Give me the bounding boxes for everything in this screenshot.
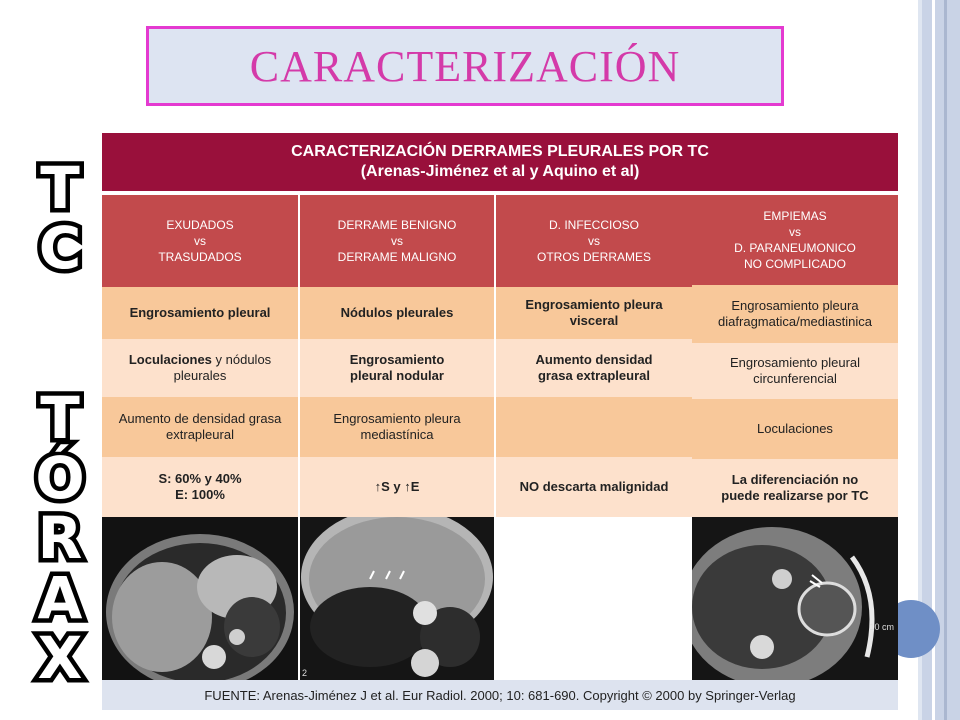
cell-infeccioso-r1: Engrosamiento pleura visceral: [496, 287, 692, 339]
col-head-benigno: DERRAME BENIGNO vs DERRAME MALIGNO: [300, 195, 494, 287]
cell-exudados-r2: Loculaciones y nódulos pleurales: [102, 339, 298, 397]
table-header-source: (Arenas-Jiménez et al y Aquino et al): [360, 163, 640, 180]
cell-infeccioso-r3: [496, 397, 692, 457]
ct-image-scale: 10 cm: [869, 622, 894, 632]
ct-image-mark: 2: [302, 668, 308, 678]
col-head-exudados: EXUDADOS vs TRASUDADOS: [102, 195, 298, 287]
cell-benigno-r3: Engrosamiento pleura mediastínica: [300, 397, 494, 457]
cell-infeccioso-blank: [496, 517, 692, 680]
side-letter: Ó: [35, 444, 85, 512]
cell-benigno-r1: Nódulos pleurales: [300, 287, 494, 339]
col-head-infeccioso: D. INFECCIOSO vs OTROS DERRAMES: [496, 195, 692, 287]
cell-exudados-r3: Aumento de densidad grasa extrapleural: [102, 397, 298, 457]
side-letter: X: [37, 624, 83, 692]
cell-exudados-r1: Engrosamiento pleural: [102, 287, 298, 339]
ct-image-effusion: [102, 517, 298, 680]
cell-empiemas-r2: Engrosamiento pleural circunferencial: [692, 343, 898, 399]
side-letter: C: [38, 214, 82, 282]
ct-image-empyema: [692, 517, 898, 680]
cell-empiemas-r4: La diferenciación no puede realizarse por TC: [692, 459, 898, 517]
cell-benigno-r4: ↑S y ↑E: [300, 457, 494, 517]
cell-empiemas-r1: Engrosamiento pleura diafragmatica/mediastinica: [692, 285, 898, 343]
side-letter: T: [40, 384, 80, 452]
side-letter: R: [37, 504, 83, 572]
ct-image-nodular: [300, 517, 494, 680]
slide-title-box: [146, 26, 784, 106]
cell-benigno-r2: Engrosamiento pleural nodular: [300, 339, 494, 397]
source-footer: FUENTE: Arenas-Jiménez J et al. Eur Radiol. 2000; 10: 681-690. Copyright © 2000 by Springer-Verlag: [102, 680, 898, 710]
cell-empiemas-r3: Loculaciones: [692, 399, 898, 459]
cell-infeccioso-r4: NO descarta malignidad: [496, 457, 692, 517]
table-header: [102, 133, 898, 191]
col-head-empiemas: EMPIEMAS vs D. PARANEUMONICO NO COMPLICADO: [692, 195, 898, 285]
cell-infeccioso-r2: Aumento densidad grasa extrapleural: [496, 339, 692, 397]
slide-title: CARACTERIZACIÓN: [249, 41, 681, 91]
side-letter: A: [37, 564, 83, 632]
side-word-torax: [14, 384, 106, 692]
side-letter: T: [40, 154, 80, 222]
cell-exudados-r4: S: 60% y 40% E: 100%: [102, 457, 298, 517]
side-word-tc: [14, 154, 106, 282]
table-header-title: CARACTERIZACIÓN DERRAMES PLEURALES POR TC: [291, 143, 709, 160]
